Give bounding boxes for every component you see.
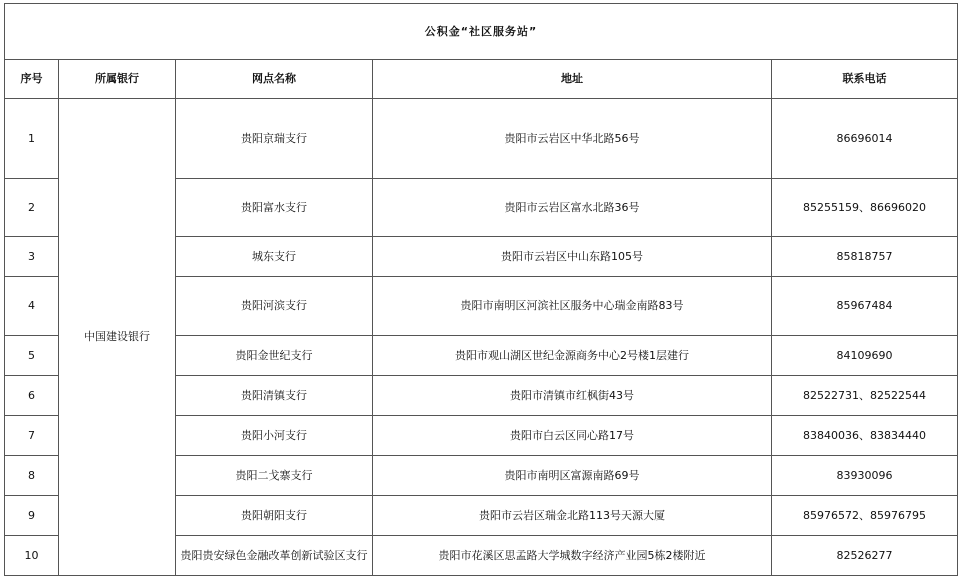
row-index: 4	[5, 277, 59, 336]
row-phone: 85255159、86696020	[772, 179, 958, 237]
header-bank: 所属银行	[59, 60, 176, 99]
row-phone: 83930096	[772, 456, 958, 496]
row-phone: 86696014	[772, 99, 958, 179]
row-phone: 82522731、82522544	[772, 376, 958, 416]
row-phone: 85967484	[772, 277, 958, 336]
header-index: 序号	[5, 60, 59, 99]
row-phone: 82526277	[772, 536, 958, 576]
service-station-table	[4, 3, 958, 576]
row-index: 5	[5, 336, 59, 376]
table-title: 公积金“社区服务站”	[5, 4, 958, 60]
row-branch: 贵阳清镇支行	[176, 376, 373, 416]
row-index: 1	[5, 99, 59, 179]
row-index: 10	[5, 536, 59, 576]
row-branch: 贵阳朝阳支行	[176, 496, 373, 536]
row-branch: 贵阳河滨支行	[176, 277, 373, 336]
row-address: 贵阳市白云区同心路17号	[373, 416, 772, 456]
row-index: 8	[5, 456, 59, 496]
table-row	[5, 99, 958, 179]
row-address: 贵阳市清镇市红枫街43号	[373, 376, 772, 416]
row-address: 贵阳市观山湖区世纪金源商务中心2号楼1层建行	[373, 336, 772, 376]
row-index: 2	[5, 179, 59, 237]
row-phone: 83840036、83834440	[772, 416, 958, 456]
row-branch: 城东支行	[176, 237, 373, 277]
bank-name: 中国建设银行	[59, 99, 176, 576]
header-address: 地址	[373, 60, 772, 99]
row-address: 贵阳市云岩区中华北路56号	[373, 99, 772, 179]
row-branch: 贵阳小河支行	[176, 416, 373, 456]
row-branch: 贵阳富水支行	[176, 179, 373, 237]
row-phone: 85818757	[772, 237, 958, 277]
row-address: 贵阳市南明区河滨社区服务中心瑞金南路83号	[373, 277, 772, 336]
row-address: 贵阳市南明区富源南路69号	[373, 456, 772, 496]
header-phone: 联系电话	[772, 60, 958, 99]
row-address: 贵阳市云岩区富水北路36号	[373, 179, 772, 237]
row-address: 贵阳市花溪区思孟路大学城数字经济产业园5栋2楼附近	[373, 536, 772, 576]
row-index: 6	[5, 376, 59, 416]
row-address: 贵阳市云岩区中山东路105号	[373, 237, 772, 277]
row-index: 7	[5, 416, 59, 456]
row-phone: 85976572、85976795	[772, 496, 958, 536]
row-branch: 贵阳贵安绿色金融改革创新试验区支行	[176, 536, 373, 576]
row-branch: 贵阳二戈寨支行	[176, 456, 373, 496]
row-phone: 84109690	[772, 336, 958, 376]
header-branch: 网点名称	[176, 60, 373, 99]
row-index: 9	[5, 496, 59, 536]
row-branch: 贵阳京瑞支行	[176, 99, 373, 179]
row-address: 贵阳市云岩区瑞金北路113号天源大厦	[373, 496, 772, 536]
row-index: 3	[5, 237, 59, 277]
row-branch: 贵阳金世纪支行	[176, 336, 373, 376]
